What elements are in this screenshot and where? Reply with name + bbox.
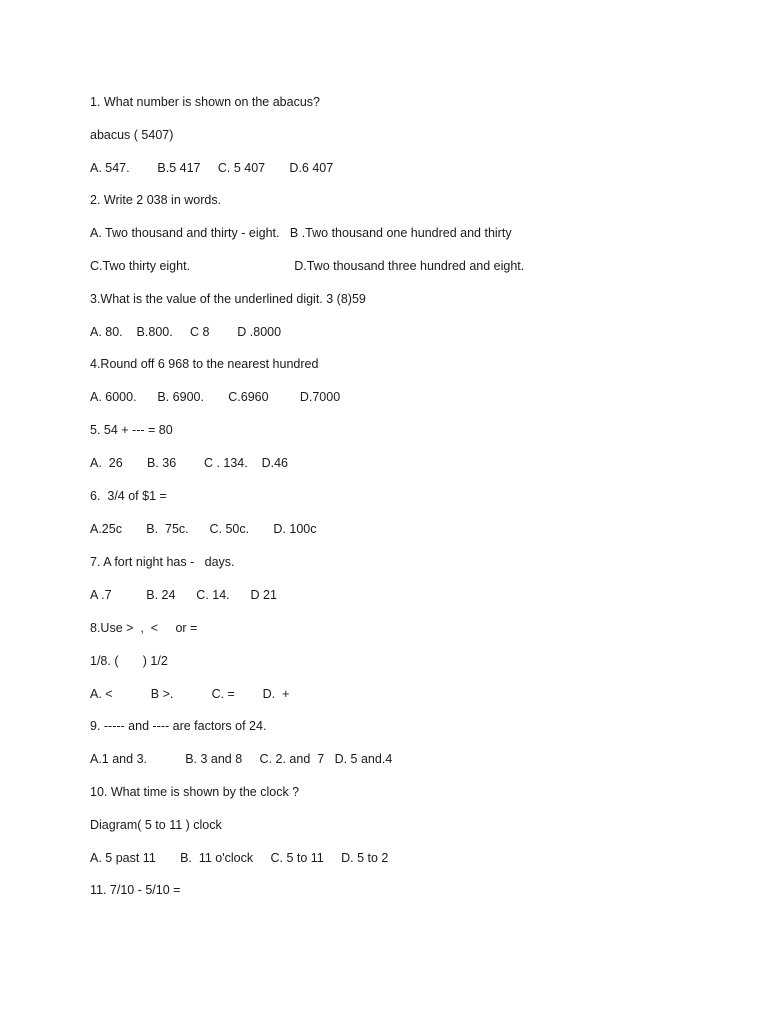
question-1: 1. What number is shown on the abacus? [90,95,320,109]
question-6: 6. 3/4 of $1 = [90,489,167,503]
question-10-note: Diagram( 5 to 11 ) clock [90,818,222,832]
question-2: 2. Write 2 038 in words. [90,193,222,207]
question-3: 3.What is the value of the underlined digit. 3 (8)59 [90,292,366,306]
question-5-options: A. 26 B. 36 C . 134. D.46 [90,456,289,470]
question-9: 9. ----- and ---- are factors of 24. [90,719,267,733]
question-9-options: A.1 and 3. B. 3 and 8 C. 2. and 7 D. 5 and.4 [90,752,393,766]
question-7-options: A .7 B. 24 C. 14. D 21 [90,588,277,602]
question-2-options-a: A. Two thousand and thirty - eight. B .Two thousand one hundred and thirty [90,226,512,240]
question-8-prompt: 1/8. ( ) 1/2 [90,654,168,668]
question-6-options: A.25c B. 75c. C. 50c. D. 100c [90,522,317,536]
question-8-options: A. < B >. C. = D. + [90,687,290,701]
question-1-note: abacus ( 5407) [90,128,174,142]
question-2-options-b: C.Two thirty eight. D.Two thousand three hundred and eight. [90,259,525,273]
question-5: 5. 54 + --- = 80 [90,423,173,437]
question-11: 11. 7/10 - 5/10 = [90,883,181,897]
question-10: 10. What time is shown by the clock ? [90,785,300,799]
question-3-options: A. 80. B.800. C 8 D .8000 [90,325,282,339]
question-4-options: A. 6000. B. 6900. C.6960 D.7000 [90,390,341,404]
question-8: 8.Use > , < or = [90,621,198,635]
question-1-options: A. 547. B.5 417 C. 5 407 D.6 407 [90,161,334,175]
question-10-options: A. 5 past 11 B. 11 o'clock C. 5 to 11 D. 5 to 2 [90,851,389,865]
question-4: 4.Round off 6 968 to the nearest hundred [90,357,319,371]
question-7: 7. A fort night has - days. [90,555,235,569]
